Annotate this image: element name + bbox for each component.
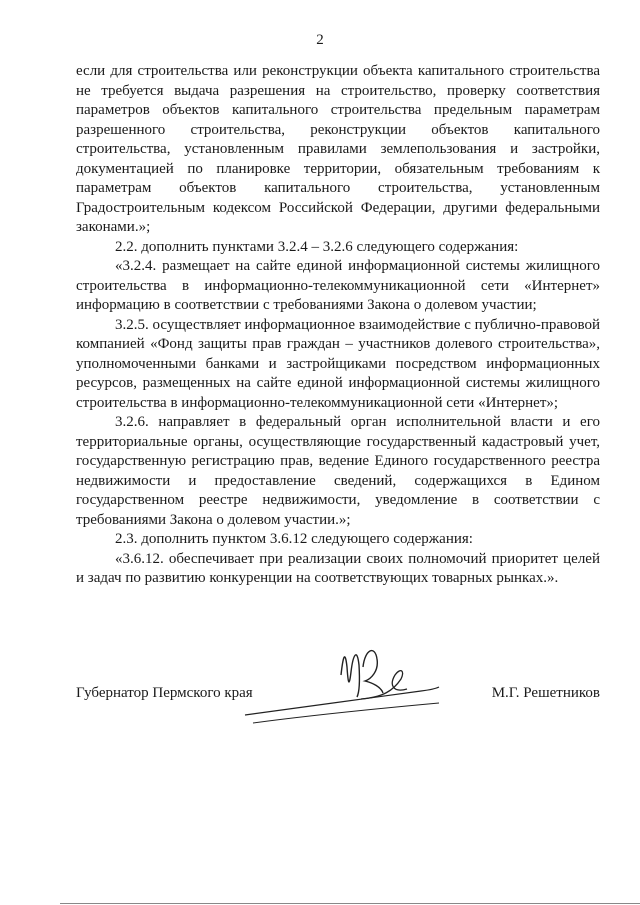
- document-body: [76, 62, 600, 589]
- signatory-title: Губернатор Пермского края: [76, 685, 253, 701]
- signatory-name: М.Г. Решетников: [491, 685, 600, 701]
- paragraph-3-2-5: 3.2.5. осуществляет информационное взаимодействие с публично-правовой компанией «Фонд защиты прав граждан – участников долевого строительства», уполномоченными банками и застройщиками посредством информационных ресурсов, размещенных на сайте единой информационной системы жилищного строительства в информационно-телекоммуникационной сети «Интернет»;: [76, 316, 600, 411]
- paragraph-3-6-12: «3.6.12. обеспечивает при реализации своих полномочий приоритет целей и задач по развитию конкуренции на соответствующих товарных рынках.».: [76, 550, 600, 586]
- page-number: 2: [316, 32, 324, 48]
- handwritten-signature: [243, 627, 443, 727]
- paragraph-continuation: если для строительства или реконструкции объекта капитального строительства не требуется выдача разрешения на строительство, проверку соответствия параметров объектов капитального строительства предельным параметрам разрешенного строительства, реконструкции объектов капитального строительства, установленным правилами землепользования и застройки, документацией по планировке территории, обязательным требованиям к параметрам объектов капитального строительства, установленным Градостроительным кодексом Российской Федерации, другими федеральными законами.»;: [76, 63, 600, 235]
- paragraph-2-2: 2.2. дополнить пунктами 3.2.4 – 3.2.6 следующего содержания:: [115, 238, 519, 255]
- page-bottom-edge: [60, 903, 640, 904]
- paragraph-3-2-6: 3.2.6. направляет в федеральный орган исполнительной власти и его территориальные органы, осуществляющие государственный кадастровый учет, государственную регистрацию прав, ведение Единого государственного реестра недвижимости и предоставление сведений, содержащихся в Едином государственном реестре недвижимости, уведомление в соответствии с требованиями Закона о долевом участии.»;: [76, 414, 600, 528]
- paragraph-2-3: 2.3. дополнить пунктом 3.6.12 следующего содержания:: [115, 531, 473, 547]
- paragraph-3-2-4: «3.2.4. размещает на сайте единой информационной системы жилищного строительства в информационно-телекоммуникационной сети «Интернет» информацию в соответствии с требованиями Закона о долевом участии;: [76, 258, 600, 313]
